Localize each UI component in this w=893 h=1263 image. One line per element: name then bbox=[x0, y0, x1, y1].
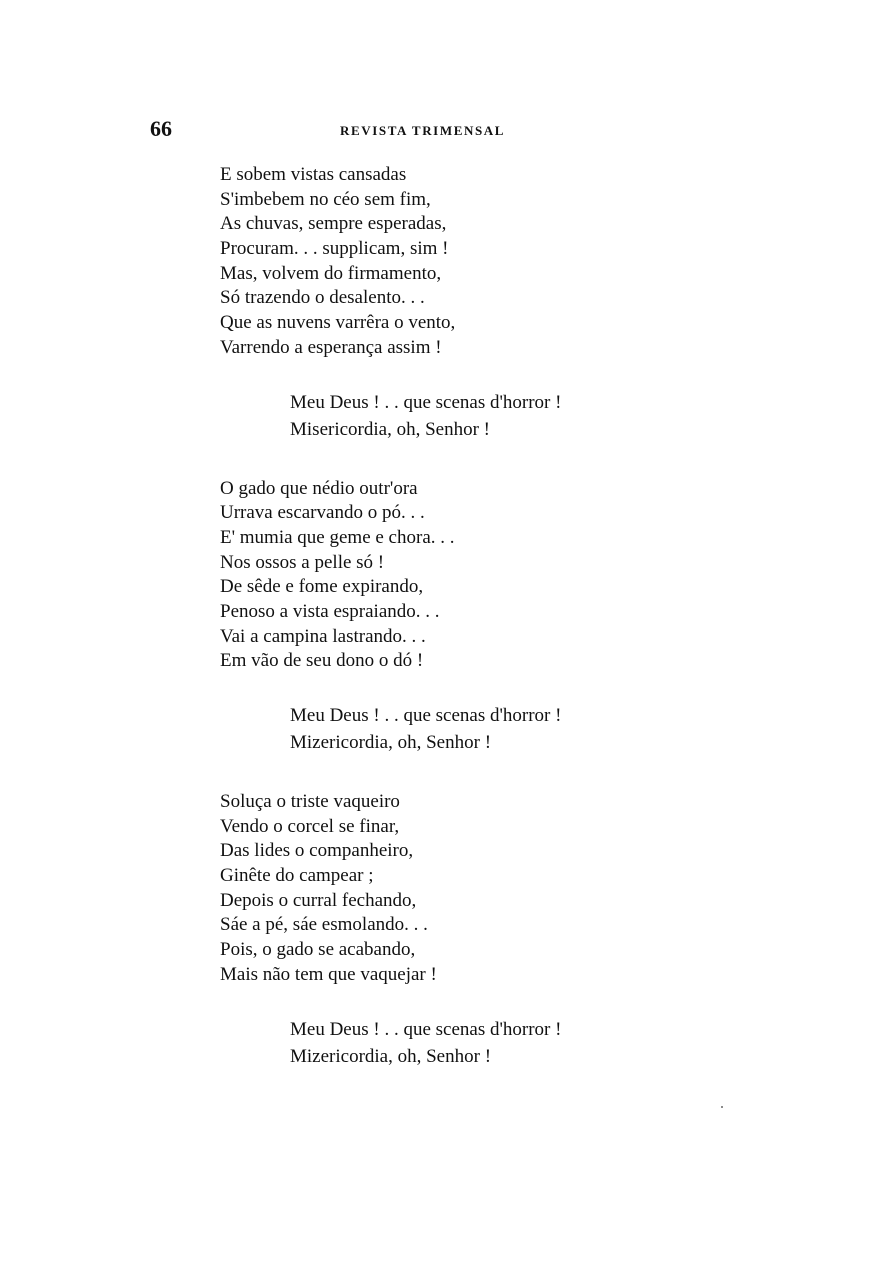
verse-line: Nos ossos a pelle só ! bbox=[220, 551, 385, 573]
verse-line: E sobem vistas cansadas bbox=[220, 164, 407, 185]
verse-line: De sêde e fome expirando, bbox=[220, 576, 424, 598]
verse-line: Depois o curral fechando, bbox=[220, 889, 417, 911]
stanza-3 bbox=[220, 790, 820, 988]
verse-line: E' mumia que geme e chora. . . bbox=[220, 526, 455, 548]
running-title: REVISTA TRIMENSAL bbox=[340, 123, 506, 138]
verse-line: Penoso a vista espraiando. . . bbox=[220, 600, 440, 622]
refrain-3 bbox=[290, 1016, 820, 1070]
verse-line: Das lides o companheiro, bbox=[220, 840, 414, 862]
refrain-line: Meu Deus ! . . que scenas d'horror ! bbox=[290, 1018, 562, 1040]
verse-line: Ginête do campear ; bbox=[220, 865, 374, 887]
refrain-1 bbox=[290, 389, 820, 443]
verse-line: Urrava escarvando o pó. . . bbox=[220, 502, 425, 524]
poem bbox=[220, 163, 820, 1070]
refrain-line: Meu Deus ! . . que scenas d'horror ! bbox=[290, 705, 562, 726]
refrain-line: Meu Deus ! . . que scenas d'horror ! bbox=[290, 391, 562, 413]
verse-line: Procuram. . . supplicam, sim ! bbox=[220, 238, 449, 260]
refrain-2 bbox=[290, 702, 820, 756]
verse-line: S'imbebem no céo sem fim, bbox=[220, 188, 431, 210]
refrain-line: Misericordia, oh, Senhor ! bbox=[290, 418, 490, 440]
ink-speck bbox=[721, 1106, 723, 1108]
verse-line: Só trazendo o desalento. . . bbox=[220, 287, 425, 309]
stanza-2 bbox=[220, 477, 820, 675]
verse-line: Mas, volvem do firmamento, bbox=[220, 262, 442, 284]
refrain-line: Mizericordia, oh, Senhor ! bbox=[290, 732, 492, 753]
verse-line: Em vão de seu dono o dó ! bbox=[220, 650, 424, 672]
verse-line: Que as nuvens varrêra o vento, bbox=[220, 312, 456, 334]
verse-line: Pois, o gado se acabando, bbox=[220, 939, 416, 961]
page-number: 66 bbox=[150, 116, 172, 141]
verse-line: Sáe a pé, sáe esmolando. . . bbox=[220, 914, 428, 936]
verse-line: Soluça o triste vaqueiro bbox=[220, 791, 400, 812]
stanza-1 bbox=[220, 163, 820, 361]
verse-line: Varrendo a esperança assim ! bbox=[220, 336, 442, 358]
verse-line: O gado que nédio outr'ora bbox=[220, 477, 418, 499]
verse-line: As chuvas, sempre esperadas, bbox=[220, 213, 447, 235]
verse-line: Vai a campina lastrando. . . bbox=[220, 625, 426, 647]
verse-line: Vendo o corcel se finar, bbox=[220, 815, 400, 837]
refrain-line: Mizericordia, oh, Senhor ! bbox=[290, 1045, 492, 1067]
verse-line: Mais não tem que vaquejar ! bbox=[220, 963, 437, 985]
